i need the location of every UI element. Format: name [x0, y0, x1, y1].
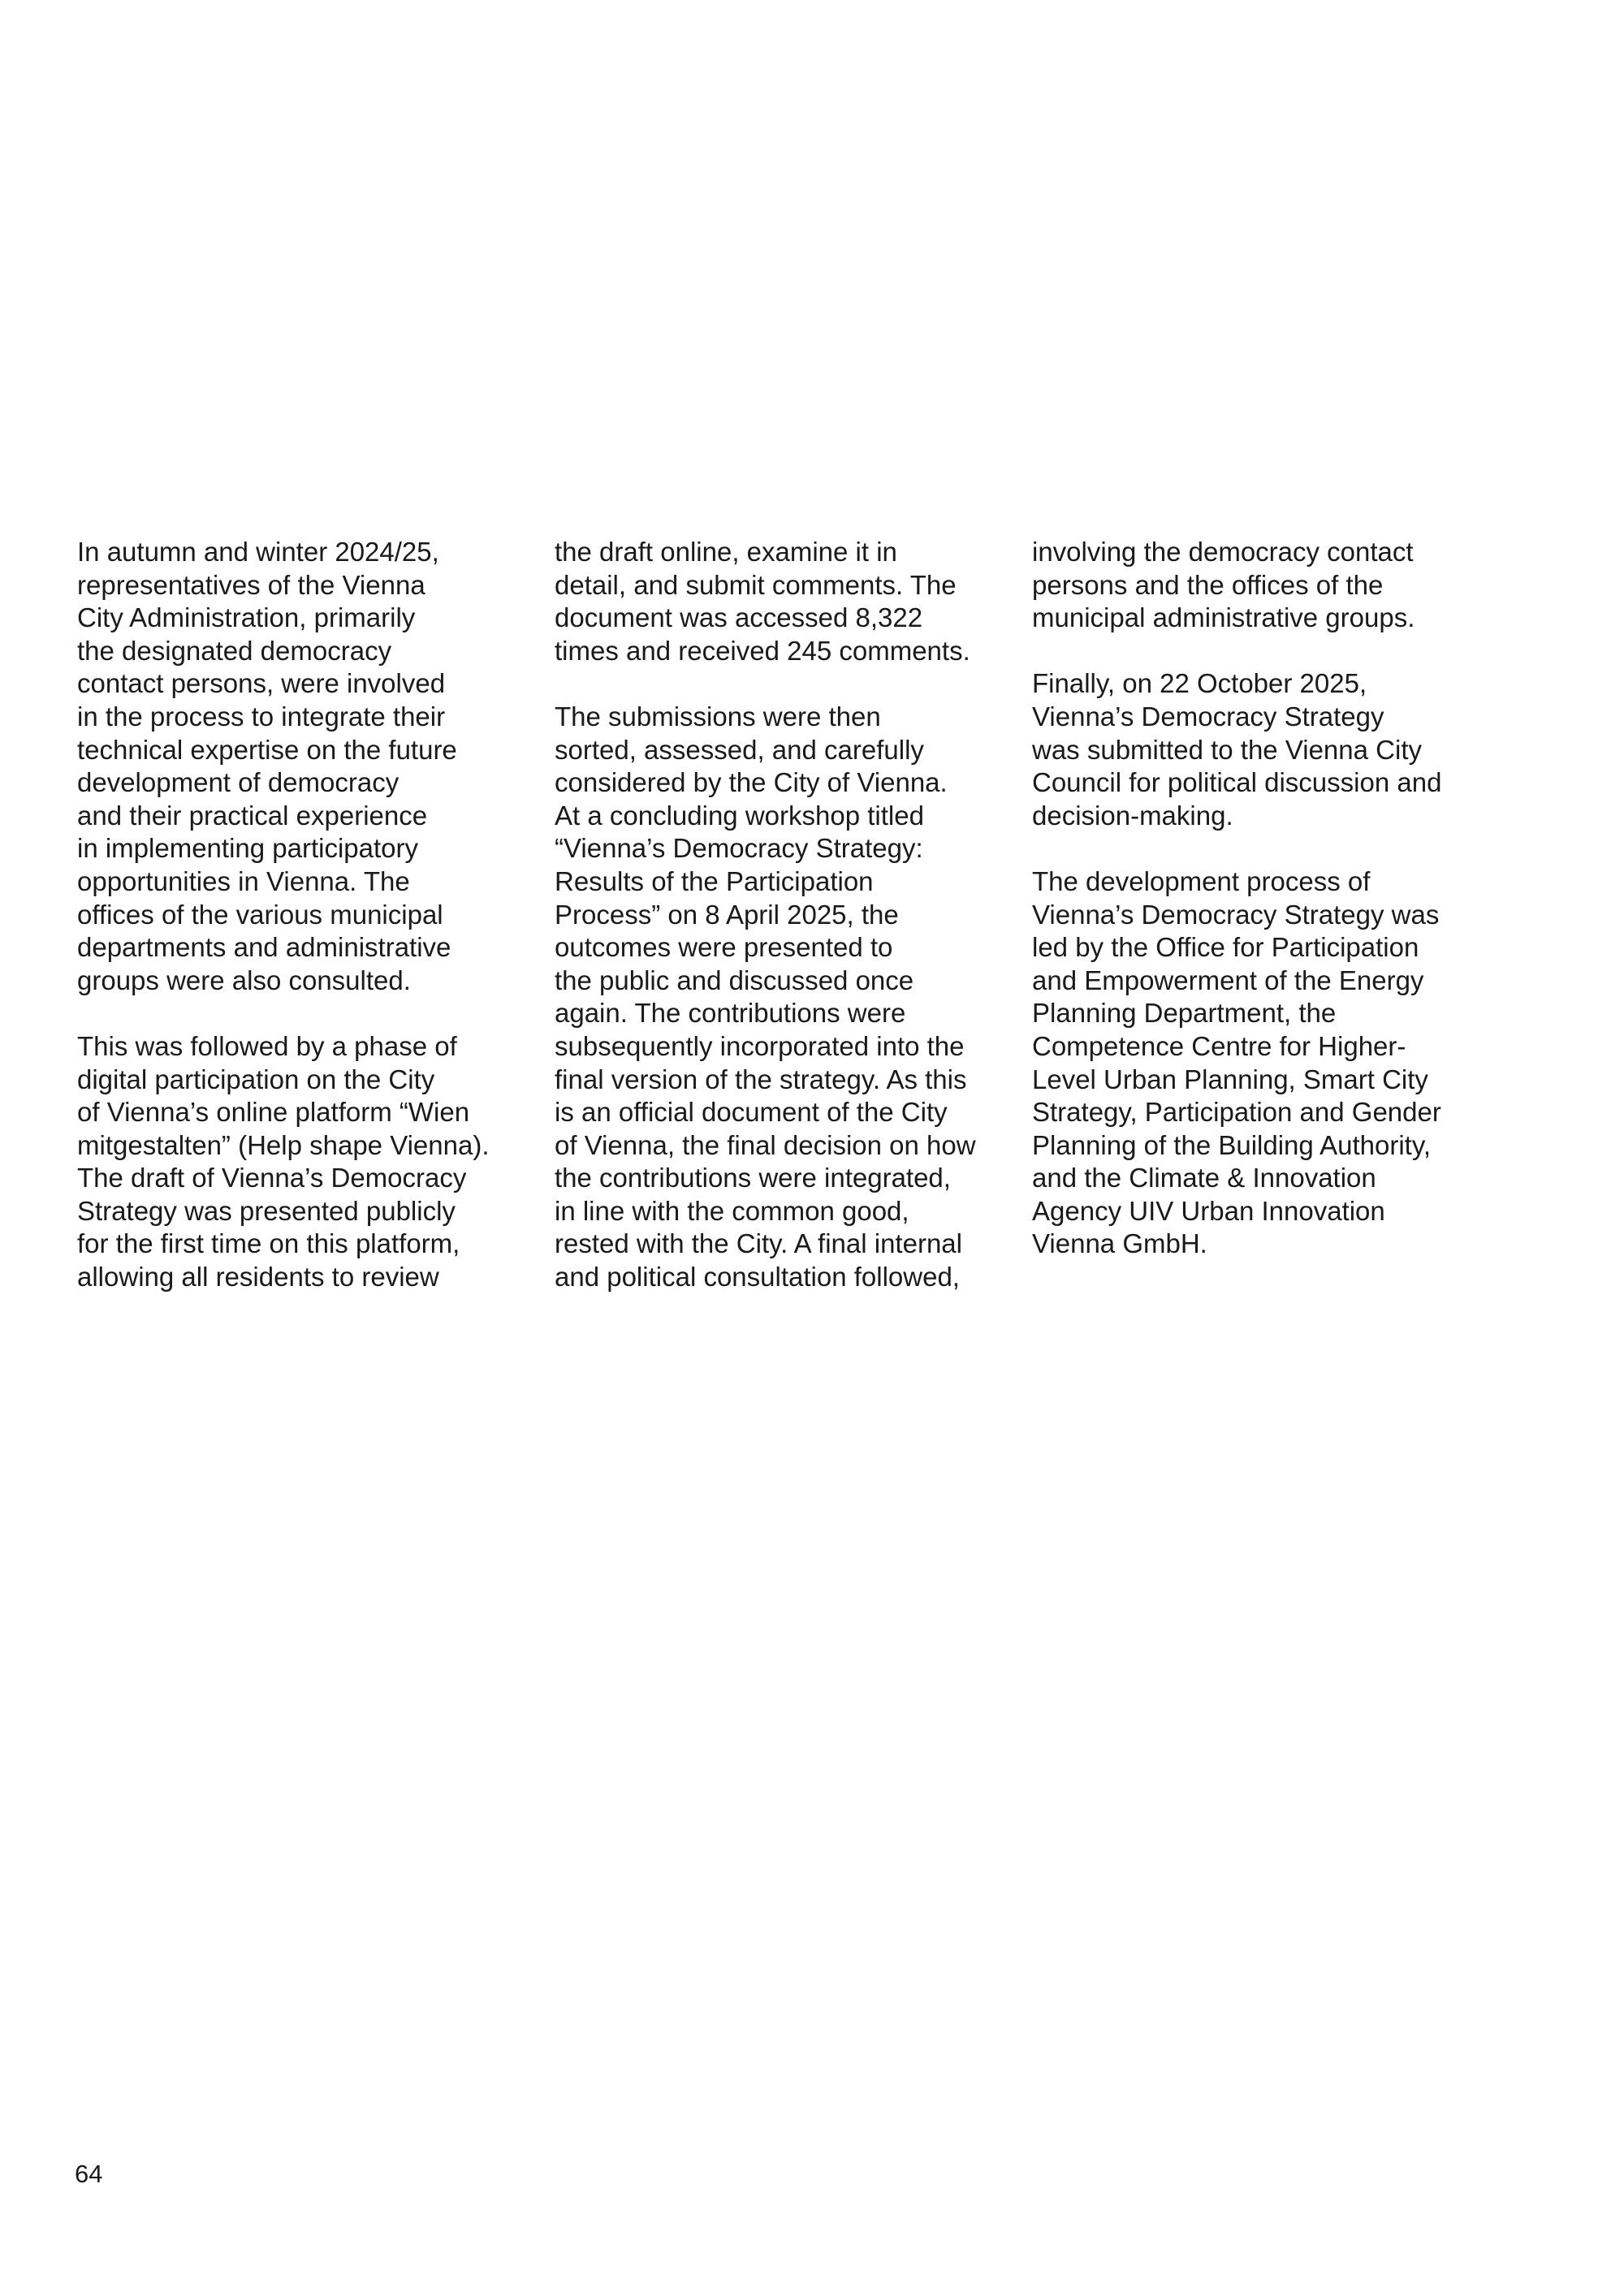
page-number: 64 [75, 2160, 103, 2188]
text-line: decision-making. [1032, 800, 1233, 831]
text-line: and political consultation followed, [555, 1262, 960, 1293]
text-column-3 [1032, 536, 1441, 1294]
text-line: offices of the various municipal [77, 899, 443, 930]
text-line: Process” on 8 April 2025, the [555, 899, 899, 930]
text-line: Strategy, Participation and Gender [1032, 1097, 1441, 1128]
text-line: The draft of Vienna’s Democracy [77, 1163, 467, 1193]
paragraph [77, 536, 490, 997]
text-line: contact persons, were involved [77, 668, 446, 699]
text-line: final version of the strategy. As this [555, 1064, 967, 1094]
text-line: technical expertise on the future [77, 734, 457, 765]
text-line: considered by the City of Vienna. [555, 767, 948, 798]
text-line: digital participation on the City [77, 1064, 435, 1094]
text-line: The submissions were then [555, 701, 881, 732]
text-line: subsequently incorporated into the [555, 1030, 965, 1061]
text-line: allowing all residents to review [77, 1262, 439, 1293]
text-line: Level Urban Planning, Smart City [1032, 1064, 1428, 1094]
text-line: Vienna’s Democracy Strategy [1032, 701, 1384, 732]
text-line: sorted, assessed, and carefully [555, 734, 924, 765]
text-line: was submitted to the Vienna City [1032, 734, 1422, 765]
text-line: opportunities in Vienna. The [77, 865, 410, 896]
text-line: Planning Department, the [1032, 998, 1337, 1029]
text-line: is an official document of the City [555, 1097, 948, 1128]
text-line: Competence Centre for Higher- [1032, 1030, 1406, 1061]
text-line: City Administration, primarily [77, 602, 416, 633]
text-line: departments and administrative [77, 932, 451, 963]
text-line: Vienna GmbH. [1032, 1228, 1207, 1259]
text-line: times and received 245 comments. [555, 635, 970, 666]
text-line: detail, and submit comments. The [555, 569, 957, 600]
text-line: and the Climate & Innovation [1032, 1163, 1376, 1193]
text-column-2 [555, 536, 976, 1327]
text-column-1 [77, 536, 490, 1327]
text-line: again. The contributions were [555, 998, 906, 1029]
text-line: rested with the City. A final internal [555, 1228, 962, 1259]
text-line: for the first time on this platform, [77, 1228, 460, 1259]
text-line: At a concluding workshop titled [555, 800, 924, 831]
text-line: of Vienna, the final decision on how [555, 1129, 976, 1160]
text-line: the public and discussed once [555, 965, 914, 995]
text-line: persons and the offices of the [1032, 569, 1384, 600]
text-line: in the process to integrate their [77, 701, 446, 732]
text-line: Planning of the Building Authority, [1032, 1129, 1432, 1160]
text-line: and Empowerment of the Energy [1032, 965, 1424, 995]
text-line: outcomes were presented to [555, 932, 893, 963]
text-line: Vienna’s Democracy Strategy was [1032, 899, 1440, 930]
paragraph [555, 536, 976, 667]
text-line: The development process of [1032, 865, 1371, 896]
text-line: of Vienna’s online platform “Wien [77, 1097, 470, 1128]
text-line: mitgestalten” (Help shape Vienna). [77, 1129, 490, 1160]
text-line: development of democracy [77, 767, 400, 798]
paragraph [1032, 865, 1441, 1261]
text-line: the contributions were integrated, [555, 1163, 951, 1193]
text-line: In autumn and winter 2024/25, [77, 537, 439, 567]
text-line: Council for political discussion and [1032, 767, 1442, 798]
text-line: in line with the common good, [555, 1195, 909, 1226]
text-line: Finally, on 22 October 2025, [1032, 668, 1367, 699]
text-line: This was followed by a phase of [77, 1030, 457, 1061]
paragraph [1032, 667, 1441, 832]
text-line: and their practical experience [77, 800, 428, 831]
paragraph [555, 701, 976, 1294]
text-line: document was accessed 8,322 [555, 602, 923, 633]
text-line: representatives of the Vienna [77, 569, 425, 600]
text-line: in implementing participatory [77, 833, 419, 864]
text-line: Results of the Participation [555, 865, 874, 896]
text-line: led by the Office for Participation [1032, 932, 1419, 963]
paragraph [77, 1030, 490, 1294]
text-line: groups were also consulted. [77, 965, 411, 995]
text-line: involving the democracy contact [1032, 537, 1414, 567]
text-line: Strategy was presented publicly [77, 1195, 456, 1226]
text-line: “Vienna’s Democracy Strategy: [555, 833, 923, 864]
text-line: Agency UIV Urban Innovation [1032, 1195, 1385, 1226]
text-line: municipal administrative groups. [1032, 602, 1415, 633]
text-line: the draft online, examine it in [555, 537, 897, 567]
text-line: the designated democracy [77, 635, 392, 666]
paragraph [1032, 536, 1441, 635]
